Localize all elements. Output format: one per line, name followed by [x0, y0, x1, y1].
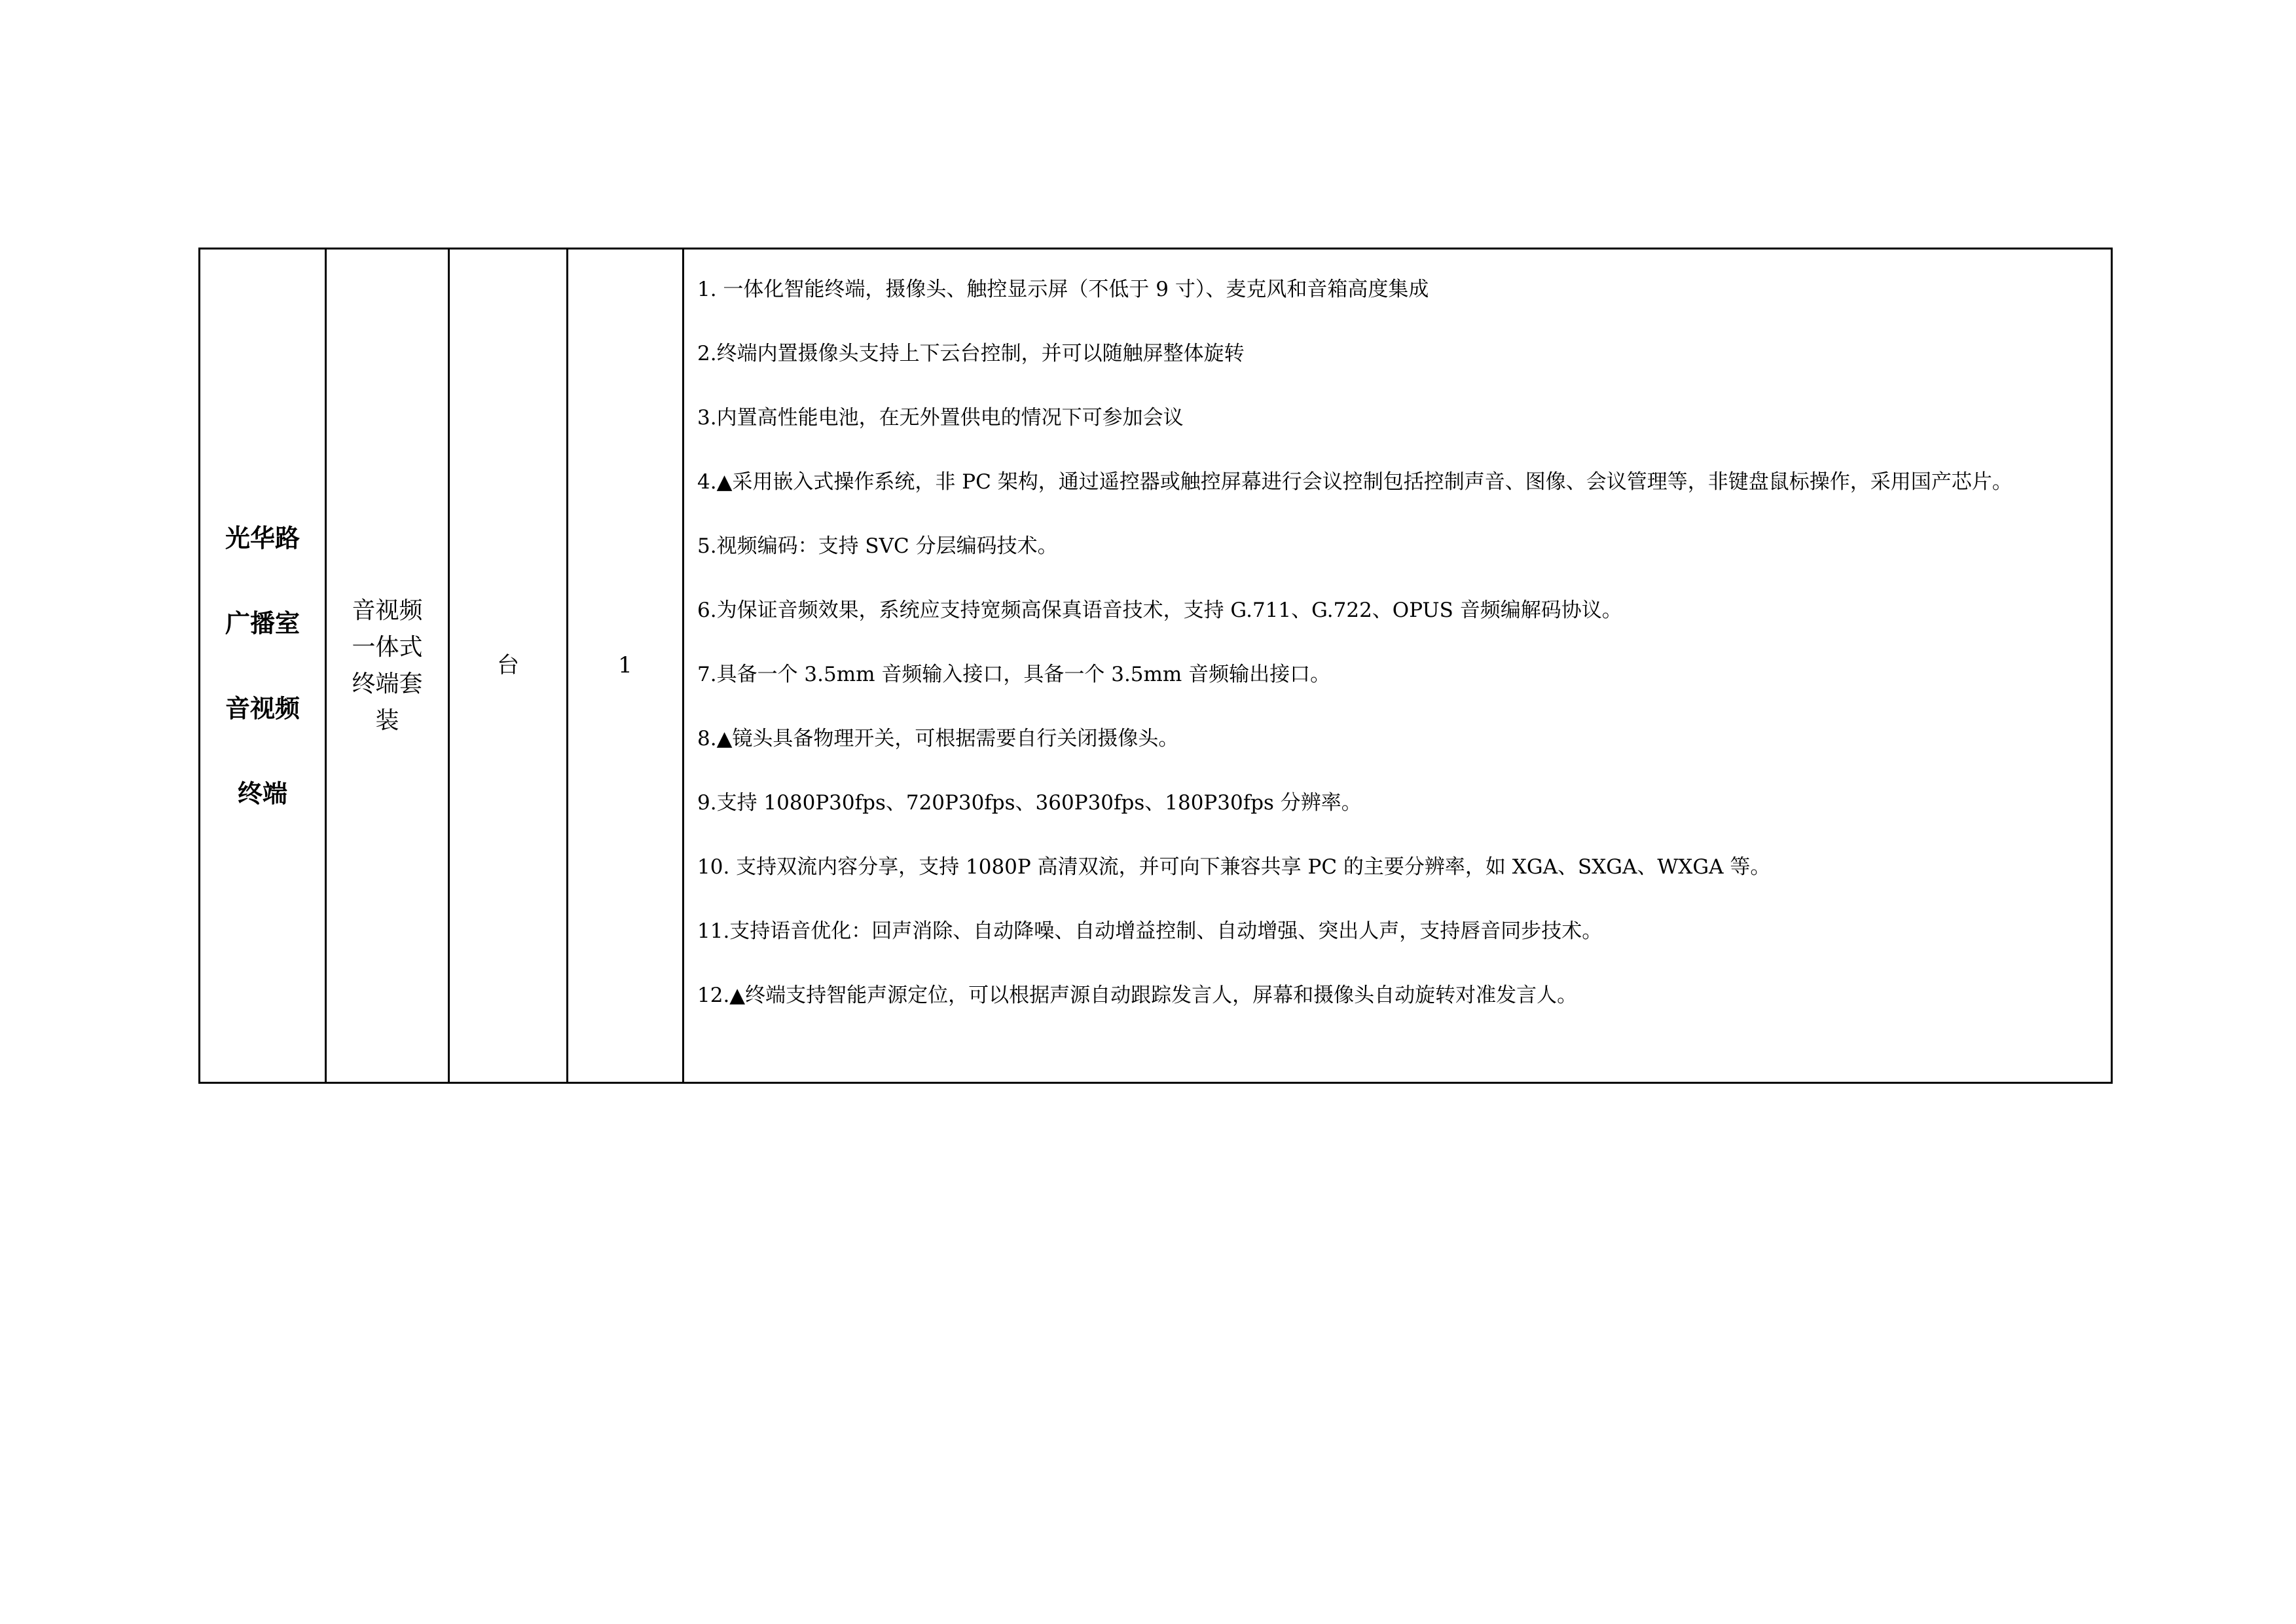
spec-item: 6.为保证音频效果，系统应支持宽频高保真语音技术，支持 G.711、G.722、OPUS 音频编解码协议。 — [697, 599, 1622, 622]
item-name-line: 装 — [375, 707, 399, 734]
table-row — [200, 249, 2112, 1083]
spec-item: 5.视频编码：支持 SVC 分层编码技术。 — [697, 534, 1058, 558]
location-cell — [200, 249, 326, 1083]
spec-table — [198, 248, 2113, 1084]
spec-item: 1. 一体化智能终端，摄像头、触控显示屏（不低于 9 寸）、麦克风和音箱高度集成 — [697, 278, 1429, 301]
item-name-line: 一体式 — [352, 633, 423, 661]
spec-item: 4.▲采用嵌入式操作系统，非 PC 架构，通过遥控器或触控屏幕进行会议控制包括控制声音、图像、会议管理等，非键盘鼠标操作，采用国产芯片。 — [697, 470, 2013, 494]
item-name-cell — [326, 249, 449, 1083]
quantity-cell: 1 — [568, 249, 683, 1083]
spec-item: 10. 支持双流内容分享，支持 1080P 高清双流，并可向下兼容共享 PC 的主要分辨率，如 XGA、SXGA、WXGA 等。 — [697, 855, 1771, 879]
spec-item: 2.终端内置摄像头支持上下云台控制，并可以随触屏整体旋转 — [697, 342, 1245, 365]
location-line: 光华路 — [225, 523, 300, 553]
location-line: 音视频 — [225, 693, 300, 723]
spec-item: 3.内置高性能电池，在无外置供电的情况下可参加会议 — [697, 406, 1184, 430]
item-name-line: 终端套 — [352, 670, 423, 697]
spec-list — [697, 257, 2098, 1027]
location-line: 终端 — [237, 779, 287, 808]
spec-item: 11.支持语音优化：回声消除、自动降噪、自动增益控制、自动增强、突出人声，支持唇音同步技术。 — [697, 919, 1603, 943]
specs-cell — [683, 249, 2112, 1083]
unit-cell: 台 — [449, 249, 568, 1083]
location-line: 广播室 — [225, 608, 300, 638]
spec-item: 9.支持 1080P30fps、720P30fps、360P30fps、180P30fps 分辨率。 — [697, 791, 1362, 815]
spec-item: 12.▲终端支持智能声源定位，可以根据声源自动跟踪发言人，屏幕和摄像头自动旋转对准发言人。 — [697, 984, 1578, 1007]
spec-item: 7.具备一个 3.5mm 音频输入接口，具备一个 3.5mm 音频输出接口。 — [697, 663, 1331, 686]
item-name-line: 音视频 — [352, 597, 423, 624]
spec-item: 8.▲镜头具备物理开关，可根据需要自行关闭摄像头。 — [697, 727, 1179, 750]
